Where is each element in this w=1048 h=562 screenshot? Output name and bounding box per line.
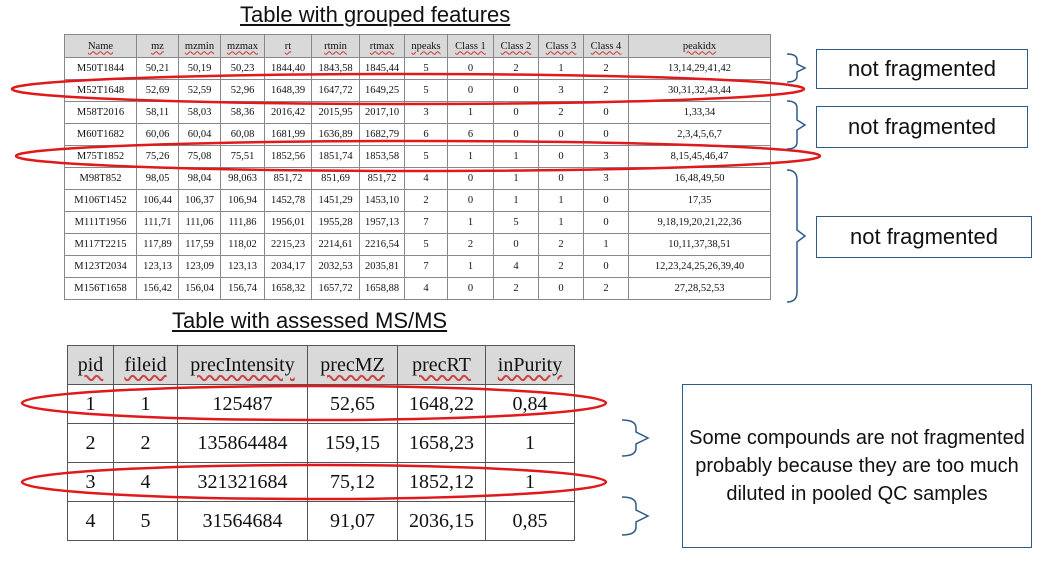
- grouped-table-cell: 2: [494, 278, 539, 300]
- grouped-table-cell: 0: [494, 102, 539, 124]
- grouped-column-header: mzmin: [179, 35, 221, 58]
- msms-table-cell: 3: [68, 463, 114, 502]
- grouped-table-cell: 156,04: [179, 278, 221, 300]
- grouped-table-title: Table with grouped features: [240, 2, 511, 27]
- grouped-column-header: Class 3: [539, 35, 584, 58]
- callout-text: Some compounds are not fragmented probably because they are too much diluted in pooled QC samples: [689, 427, 1025, 505]
- grouped-table-cell: 0: [539, 168, 584, 190]
- grouped-table-cell: 4: [494, 256, 539, 278]
- msms-column-header: fileid: [114, 346, 178, 385]
- grouped-table-row: [65, 234, 771, 256]
- grouped-table-cell: 0: [494, 234, 539, 256]
- msms-table-cell: 135864484: [178, 424, 308, 463]
- msms-table-cell: 0,84: [486, 385, 575, 424]
- grouped-table-cell: 1681,99: [265, 124, 312, 146]
- grouped-table-cell: 52,69: [137, 80, 179, 102]
- grouped-table-cell: 156,42: [137, 278, 179, 300]
- grouped-table-cell: 1: [448, 102, 494, 124]
- grouped-table-cell: M60T1682: [65, 124, 137, 146]
- grouped-table-cell: 1: [494, 146, 539, 168]
- bracket-3: [787, 170, 805, 302]
- grouped-table-cell: M156T1658: [65, 278, 137, 300]
- grouped-table-cell: 50,21: [137, 58, 179, 80]
- msms-column-header: precIntensity: [178, 346, 308, 385]
- grouped-table-cell: 1844,40: [265, 58, 312, 80]
- grouped-column-header: mzmax: [221, 35, 265, 58]
- callout-not-fragmented-1: [816, 49, 1028, 89]
- grouped-table-cell: 123,13: [137, 256, 179, 278]
- grouped-table-cell: 75,26: [137, 146, 179, 168]
- grouped-table-cell: 58,11: [137, 102, 179, 124]
- grouped-table-cell: 1957,13: [360, 212, 405, 234]
- grouped-table-cell: 16,48,49,50: [629, 168, 771, 190]
- grouped-table-cell: M111T1956: [65, 212, 137, 234]
- grouped-table-cell: 0: [448, 190, 494, 212]
- grouped-table-cell: 98,063: [221, 168, 265, 190]
- grouped-table-cell: 7: [405, 256, 448, 278]
- grouped-table-cell: 1453,10: [360, 190, 405, 212]
- grouped-header-row: [65, 35, 771, 58]
- grouped-table-cell: 118,02: [221, 234, 265, 256]
- grouped-table-cell: M106T1452: [65, 190, 137, 212]
- grouped-table-cell: 106,37: [179, 190, 221, 212]
- msms-table-cell: 31564684: [178, 502, 308, 541]
- bracket-4: [622, 420, 648, 456]
- grouped-table-cell: 1: [539, 58, 584, 80]
- grouped-table-cell: 117,89: [137, 234, 179, 256]
- grouped-table-cell: 0: [448, 278, 494, 300]
- grouped-table-cell: 0: [539, 278, 584, 300]
- grouped-column-header: peakidx: [629, 35, 771, 58]
- grouped-table-cell: 50,19: [179, 58, 221, 80]
- grouped-table-cell: 98,05: [137, 168, 179, 190]
- grouped-table-row: [65, 190, 771, 212]
- grouped-table-cell: 0: [494, 80, 539, 102]
- msms-table-cell: 1: [68, 385, 114, 424]
- grouped-table-cell: 117,59: [179, 234, 221, 256]
- grouped-table-cell: 5: [405, 58, 448, 80]
- grouped-table-cell: 4: [405, 278, 448, 300]
- grouped-table-cell: 3: [584, 168, 629, 190]
- grouped-column-header: Class 2: [494, 35, 539, 58]
- msms-table-cell: 2036,15: [398, 502, 486, 541]
- grouped-table-cell: 60,06: [137, 124, 179, 146]
- msms-column-header: precRT: [398, 346, 486, 385]
- grouped-table-cell: 2: [539, 234, 584, 256]
- grouped-table-cell: 2,3,4,5,6,7: [629, 124, 771, 146]
- msms-table-row: [68, 502, 575, 541]
- msms-table-cell: 1648,22: [398, 385, 486, 424]
- grouped-table-cell: 5: [405, 80, 448, 102]
- grouped-table-cell: 0: [448, 58, 494, 80]
- grouped-table-cell: 8,15,45,46,47: [629, 146, 771, 168]
- grouped-table-cell: 1682,79: [360, 124, 405, 146]
- grouped-table-cell: 2034,17: [265, 256, 312, 278]
- grouped-table-cell: 1851,74: [312, 146, 360, 168]
- msms-table-row: [68, 463, 575, 502]
- grouped-table-cell: M75T1852: [65, 146, 137, 168]
- grouped-table-cell: 1647,72: [312, 80, 360, 102]
- grouped-table-cell: 3: [405, 102, 448, 124]
- msms-table-cell: 5: [114, 502, 178, 541]
- grouped-table-row: [65, 58, 771, 80]
- msms-header-row: [68, 346, 575, 385]
- msms-table-cell: 4: [114, 463, 178, 502]
- msms-table-row: [68, 385, 575, 424]
- grouped-table-cell: 1451,29: [312, 190, 360, 212]
- msms-table-cell: 91,07: [308, 502, 398, 541]
- grouped-table-row: [65, 102, 771, 124]
- grouped-features-table: [64, 34, 771, 300]
- grouped-table-cell: 60,08: [221, 124, 265, 146]
- grouped-table-cell: 5: [405, 146, 448, 168]
- grouped-table-cell: 1852,56: [265, 146, 312, 168]
- grouped-table-cell: 6: [405, 124, 448, 146]
- grouped-column-header: Class 1: [448, 35, 494, 58]
- grouped-column-header: rt: [265, 35, 312, 58]
- grouped-table-cell: 2: [584, 278, 629, 300]
- msms-table-cell: 2: [114, 424, 178, 463]
- grouped-table-cell: 106,44: [137, 190, 179, 212]
- grouped-column-header: Class 4: [584, 35, 629, 58]
- grouped-column-header: Name: [65, 35, 137, 58]
- msms-table: [67, 345, 575, 541]
- msms-table-cell: 1: [486, 424, 575, 463]
- grouped-table-cell: 851,72: [360, 168, 405, 190]
- msms-table-cell: 52,65: [308, 385, 398, 424]
- grouped-table-cell: 5: [405, 234, 448, 256]
- callout-explanation: [682, 384, 1032, 548]
- grouped-table-cell: 111,71: [137, 212, 179, 234]
- grouped-table-cell: 0: [584, 256, 629, 278]
- msms-table-cell: 321321684: [178, 463, 308, 502]
- grouped-table-cell: 1: [494, 168, 539, 190]
- grouped-table-cell: 0: [584, 102, 629, 124]
- msms-table-cell: 159,15: [308, 424, 398, 463]
- grouped-table-cell: 17,35: [629, 190, 771, 212]
- grouped-table-cell: 98,04: [179, 168, 221, 190]
- grouped-table-cell: 1: [494, 190, 539, 212]
- grouped-table-cell: M123T2034: [65, 256, 137, 278]
- grouped-table-cell: 1: [584, 234, 629, 256]
- grouped-table-cell: 1: [448, 212, 494, 234]
- grouped-table-cell: 1956,01: [265, 212, 312, 234]
- grouped-table-cell: 3: [584, 146, 629, 168]
- msms-table-cell: 125487: [178, 385, 308, 424]
- grouped-table-cell: 851,69: [312, 168, 360, 190]
- grouped-table-cell: 2215,23: [265, 234, 312, 256]
- grouped-table-cell: 2016,42: [265, 102, 312, 124]
- grouped-table-cell: M50T1844: [65, 58, 137, 80]
- msms-table-cell: 1: [486, 463, 575, 502]
- grouped-table-cell: 1845,44: [360, 58, 405, 80]
- grouped-table-cell: 2: [584, 80, 629, 102]
- grouped-table-cell: 2032,53: [312, 256, 360, 278]
- grouped-table-row: [65, 146, 771, 168]
- msms-table-cell: 75,12: [308, 463, 398, 502]
- grouped-table-cell: 111,86: [221, 212, 265, 234]
- grouped-table-cell: 0: [448, 80, 494, 102]
- grouped-table-cell: 1452,78: [265, 190, 312, 212]
- grouped-table-cell: 2017,10: [360, 102, 405, 124]
- grouped-table-cell: M117T2215: [65, 234, 137, 256]
- grouped-column-header: rtmin: [312, 35, 360, 58]
- grouped-table-cell: 50,23: [221, 58, 265, 80]
- grouped-table-cell: 2214,61: [312, 234, 360, 256]
- grouped-table-cell: 123,09: [179, 256, 221, 278]
- grouped-table-cell: 851,72: [265, 168, 312, 190]
- grouped-column-header: npeaks: [405, 35, 448, 58]
- grouped-table-cell: 1843,58: [312, 58, 360, 80]
- grouped-table-row: [65, 124, 771, 146]
- grouped-table-row: [65, 80, 771, 102]
- grouped-table-cell: 111,06: [179, 212, 221, 234]
- grouped-table-cell: 2: [539, 102, 584, 124]
- grouped-table-cell: 5: [494, 212, 539, 234]
- msms-table-cell: 1: [114, 385, 178, 424]
- grouped-table-cell: 1: [539, 190, 584, 212]
- grouped-table-cell: 60,04: [179, 124, 221, 146]
- grouped-table-cell: 3: [539, 80, 584, 102]
- grouped-table-cell: 27,28,52,53: [629, 278, 771, 300]
- msms-table-row: [68, 424, 575, 463]
- grouped-table-row: [65, 278, 771, 300]
- grouped-table-cell: 75,51: [221, 146, 265, 168]
- grouped-table-cell: 1657,72: [312, 278, 360, 300]
- callout-text: not fragmented: [850, 223, 998, 249]
- grouped-table-cell: M52T1648: [65, 80, 137, 102]
- callout-not-fragmented-3: [816, 216, 1032, 258]
- callout-text: not fragmented: [848, 113, 996, 139]
- msms-table-title: Table with assessed MS/MS: [172, 308, 448, 333]
- grouped-table-cell: 0: [539, 146, 584, 168]
- grouped-table-cell: 1: [448, 256, 494, 278]
- grouped-table-cell: 58,36: [221, 102, 265, 124]
- grouped-table-cell: 0: [584, 190, 629, 212]
- msms-column-header: precMZ: [308, 346, 398, 385]
- grouped-table-cell: 10,11,37,38,51: [629, 234, 771, 256]
- grouped-table-cell: 2: [539, 256, 584, 278]
- grouped-table-cell: 9,18,19,20,21,22,36: [629, 212, 771, 234]
- callout-not-fragmented-2: [816, 106, 1028, 148]
- grouped-table-cell: 1658,88: [360, 278, 405, 300]
- grouped-table-cell: 0: [539, 124, 584, 146]
- grouped-table-cell: 2035,81: [360, 256, 405, 278]
- grouped-table-cell: 0: [448, 168, 494, 190]
- grouped-table-cell: 52,59: [179, 80, 221, 102]
- msms-table-cell: 4: [68, 502, 114, 541]
- grouped-table-cell: 0: [494, 124, 539, 146]
- msms-table-cell: 2: [68, 424, 114, 463]
- grouped-table-cell: M58T2016: [65, 102, 137, 124]
- grouped-table-row: [65, 212, 771, 234]
- grouped-table-cell: 2216,54: [360, 234, 405, 256]
- grouped-column-header: mz: [137, 35, 179, 58]
- grouped-table-cell: 2: [584, 58, 629, 80]
- msms-table-cell: 1658,23: [398, 424, 486, 463]
- grouped-table-cell: 1649,25: [360, 80, 405, 102]
- grouped-table-cell: 75,08: [179, 146, 221, 168]
- grouped-table-cell: 1955,28: [312, 212, 360, 234]
- grouped-table-cell: 1636,89: [312, 124, 360, 146]
- grouped-column-header: rtmax: [360, 35, 405, 58]
- callout-text: not fragmented: [848, 55, 996, 81]
- grouped-table-cell: 1: [448, 146, 494, 168]
- grouped-table-row: [65, 256, 771, 278]
- grouped-table-cell: 12,23,24,25,26,39,40: [629, 256, 771, 278]
- grouped-table-cell: 1648,39: [265, 80, 312, 102]
- grouped-table-cell: 1: [539, 212, 584, 234]
- grouped-table-cell: 52,96: [221, 80, 265, 102]
- grouped-table-cell: 30,31,32,43,44: [629, 80, 771, 102]
- msms-table-cell: 0,85: [486, 502, 575, 541]
- grouped-table-cell: M98T852: [65, 168, 137, 190]
- grouped-table-cell: 4: [405, 168, 448, 190]
- bracket-5: [622, 497, 648, 535]
- grouped-table-cell: 13,14,29,41,42: [629, 58, 771, 80]
- grouped-table-cell: 2015,95: [312, 102, 360, 124]
- grouped-table-cell: 106,94: [221, 190, 265, 212]
- grouped-table-cell: 156,74: [221, 278, 265, 300]
- grouped-table-cell: 7: [405, 212, 448, 234]
- grouped-table-cell: 2: [448, 234, 494, 256]
- grouped-table-cell: 2: [494, 58, 539, 80]
- msms-table-cell: 1852,12: [398, 463, 486, 502]
- msms-column-header: inPurity: [486, 346, 575, 385]
- grouped-table-cell: 6: [448, 124, 494, 146]
- grouped-table-row: [65, 168, 771, 190]
- grouped-table-cell: 1,33,34: [629, 102, 771, 124]
- grouped-table-cell: 1853,58: [360, 146, 405, 168]
- grouped-table-cell: 2: [405, 190, 448, 212]
- msms-column-header: pid: [68, 346, 114, 385]
- grouped-table-cell: 0: [584, 124, 629, 146]
- grouped-table-cell: 123,13: [221, 256, 265, 278]
- bracket-2: [787, 101, 805, 149]
- grouped-table-cell: 58,03: [179, 102, 221, 124]
- grouped-table-cell: 1658,32: [265, 278, 312, 300]
- bracket-1: [787, 54, 805, 82]
- grouped-table-cell: 0: [584, 212, 629, 234]
